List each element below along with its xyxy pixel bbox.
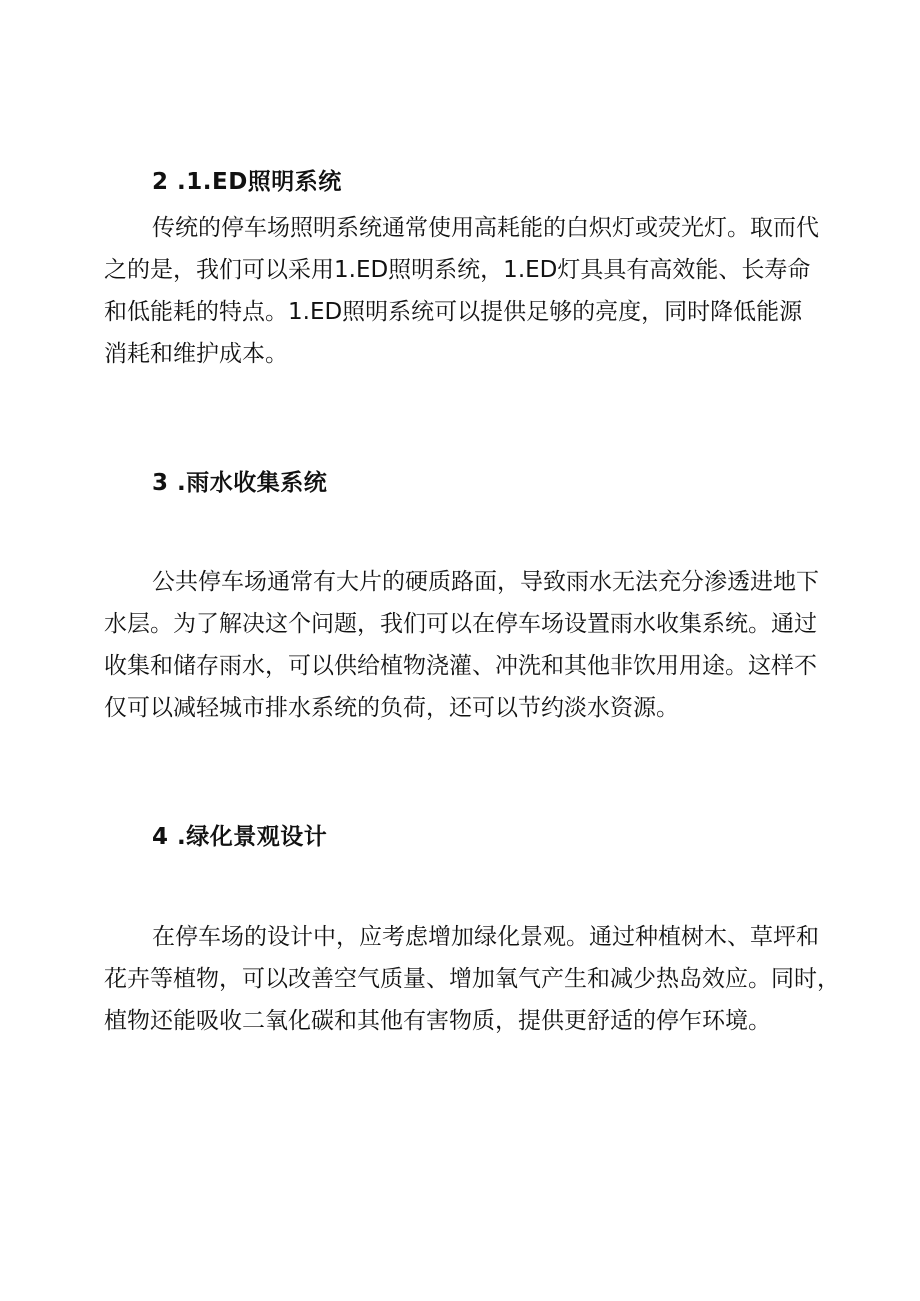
paragraph-line: 花卉等植物，可以改善空气质量、增加氧气产生和减少热岛效应。同时， (104, 966, 840, 992)
paragraph-line: 仅可以减轻城市排水系统的负荷，还可以节约淡水资源。 (104, 695, 679, 721)
paragraph-line: 和低能耗的特点。1.ED照明系统可以提供足够的亮度，同时降低能源 (104, 299, 803, 325)
section-heading-landscape: 4 .绿化景观设计 (152, 824, 328, 850)
paragraph-rainwater (104, 561, 824, 729)
paragraph-line: 公共停车场通常有大片的硬质路面，导致雨水无法充分渗透进地下 (152, 569, 819, 595)
paragraph-line: 消耗和维护成本。 (104, 341, 288, 367)
paragraph-line: 植物还能吸收二氧化碳和其他有害物质，提供更舒适的停乍环境。 (104, 1008, 771, 1034)
paragraph-line: 收集和储存雨水，可以供给植物浇灌、冲洗和其他非饮用用途。这样不 (104, 653, 817, 679)
paragraph-line: 水层。为了解决这个问题，我们可以在停车场设置雨水收集系统。通过 (104, 611, 817, 637)
paragraph-led-lighting (104, 207, 824, 375)
section-heading-rainwater: 3 .雨水收集系统 (152, 470, 328, 496)
paragraph-line: 之的是，我们可以采用1.ED照明系统，1.ED灯具具有高效能、长寿命 (104, 257, 811, 283)
paragraph-landscape (104, 916, 840, 1042)
section-heading-led-lighting: 2 .1.ED照明系统 (152, 169, 342, 195)
paragraph-line: 在停车场的设计中，应考虑增加绿化景观。通过种植树木、草坪和 (152, 924, 819, 950)
paragraph-line: 传统的停车场照明系统通常使用高耗能的白炽灯或荧光灯。取而代 (152, 215, 819, 241)
